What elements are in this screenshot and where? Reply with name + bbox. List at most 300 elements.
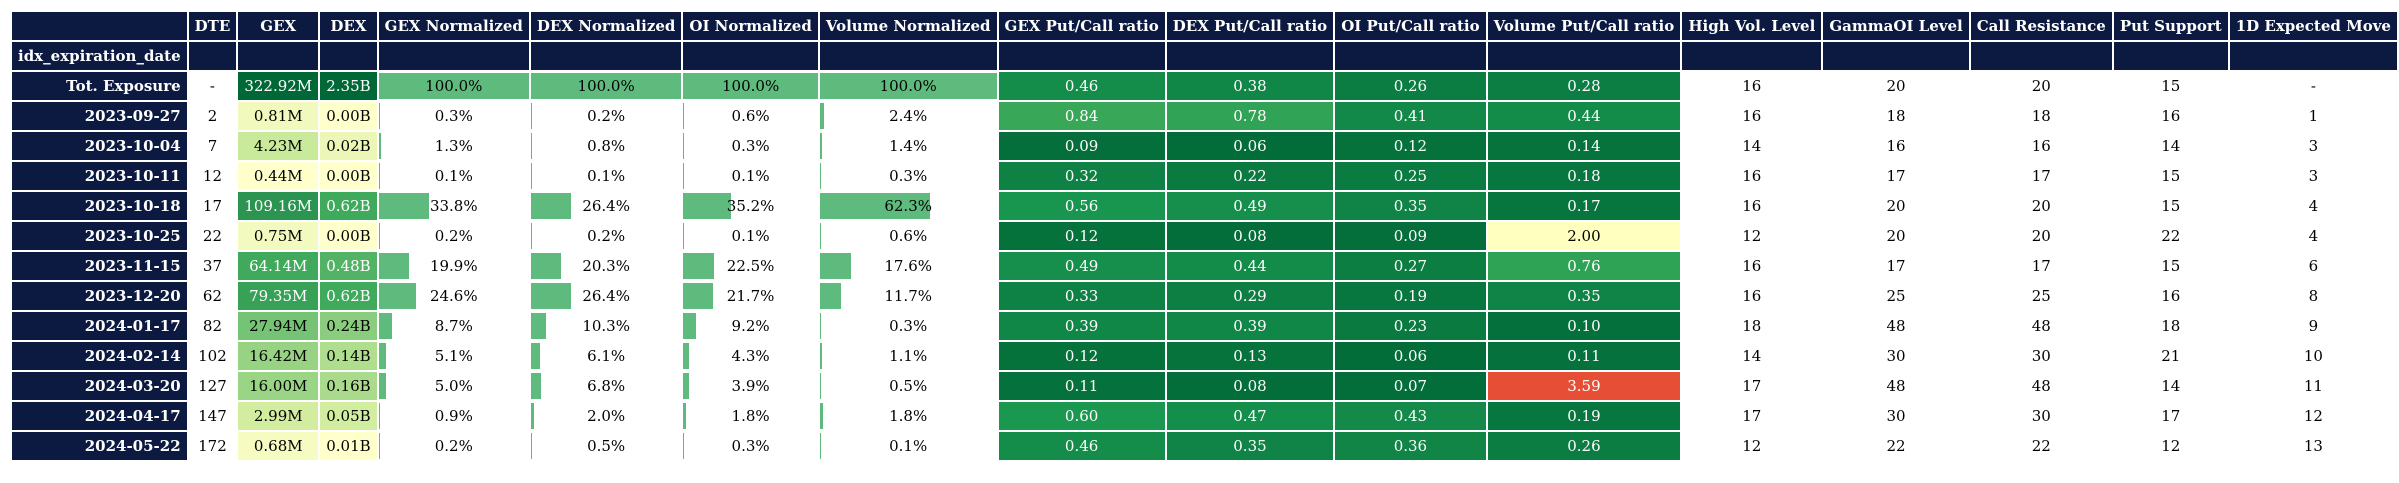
high-vol-cell: 14	[1682, 342, 1821, 370]
index-row-blank	[683, 42, 817, 70]
normalized-bar	[379, 193, 430, 219]
dte-cell: 147	[189, 402, 237, 430]
gamma-oi-cell: 17	[1823, 252, 1968, 280]
gamma-oi-cell: 25	[1823, 282, 1968, 310]
row-index-label: 2024-03-20	[12, 372, 187, 400]
index-name-row	[12, 42, 2397, 70]
normalized-value: 19.9%	[429, 257, 478, 275]
put-sup-cell: 16	[2114, 102, 2228, 130]
exp-move-cell: 4	[2230, 222, 2397, 250]
vol-pc-cell: 0.11	[1488, 342, 1681, 370]
exp-move-cell: 1	[2230, 102, 2397, 130]
dex-pc-cell: 0.44	[1167, 252, 1333, 280]
dex-pc-cell: 0.39	[1167, 312, 1333, 340]
gex-pc-cell: 0.46	[999, 432, 1165, 460]
gex-norm-cell	[379, 162, 529, 190]
gex-pc-cell: 0.84	[999, 102, 1165, 130]
oi-pc-cell: 0.36	[1335, 432, 1485, 460]
normalized-bar	[820, 103, 824, 129]
normalized-bar	[379, 283, 416, 309]
put-sup-cell: 15	[2114, 192, 2228, 220]
index-row-blank	[531, 42, 681, 70]
normalized-value: 0.1%	[889, 437, 928, 455]
gex-norm-cell	[379, 72, 529, 100]
dex-norm-cell	[531, 402, 681, 430]
normalized-value: 0.5%	[587, 437, 626, 455]
normalized-value: 0.6%	[731, 107, 770, 125]
normalized-bar	[379, 313, 392, 339]
normalized-bar	[683, 403, 685, 429]
dte-cell: 7	[189, 132, 237, 160]
normalized-value: 0.5%	[889, 377, 928, 395]
vol-pc-cell: 2.00	[1488, 222, 1681, 250]
index-row-blank	[238, 42, 318, 70]
oi-pc-cell: 0.25	[1335, 162, 1485, 190]
oi-pc-cell: 0.19	[1335, 282, 1485, 310]
high-vol-cell: 14	[1682, 132, 1821, 160]
normalized-bar	[531, 373, 541, 399]
call-res-cell: 22	[1971, 432, 2112, 460]
gex-norm-cell	[379, 342, 529, 370]
vol-norm-cell	[820, 132, 997, 160]
normalized-bar	[379, 343, 387, 369]
vol-norm-cell	[820, 402, 997, 430]
normalized-value: 2.4%	[889, 107, 928, 125]
oi-pc-cell: 0.41	[1335, 102, 1485, 130]
dex-pc-cell: 0.13	[1167, 342, 1333, 370]
gex-cell: 322.92M	[238, 72, 318, 100]
normalized-value: 62.3%	[884, 197, 932, 215]
table-row	[12, 372, 2397, 400]
normalized-value: 0.1%	[587, 167, 626, 185]
normalized-value: 0.3%	[731, 437, 770, 455]
gex-pc-cell: 0.49	[999, 252, 1165, 280]
normalized-bar	[683, 193, 730, 219]
normalized-bar	[531, 133, 532, 159]
put-sup-cell: 16	[2114, 282, 2228, 310]
row-index-label: 2024-02-14	[12, 342, 187, 370]
oi-pc-cell: 0.26	[1335, 72, 1485, 100]
table-row	[12, 402, 2397, 430]
exp-move-cell: 4	[2230, 192, 2397, 220]
gex-norm-cell	[379, 252, 529, 280]
col-header-oi-pc[interactable]: OI Put/Call ratio	[1335, 12, 1485, 40]
exp-move-cell: 12	[2230, 402, 2397, 430]
high-vol-cell: 17	[1682, 402, 1821, 430]
normalized-value: 8.7%	[434, 317, 473, 335]
col-header-gex-pc[interactable]: GEX Put/Call ratio	[999, 12, 1165, 40]
normalized-value: 20.3%	[582, 257, 630, 275]
oi-pc-cell: 0.07	[1335, 372, 1485, 400]
gex-pc-cell: 0.12	[999, 222, 1165, 250]
dex-cell: 0.00B	[320, 102, 376, 130]
gex-cell: 16.00M	[238, 372, 318, 400]
normalized-value: 6.1%	[587, 347, 626, 365]
gex-pc-cell: 0.33	[999, 282, 1165, 310]
dte-cell: 172	[189, 432, 237, 460]
gex-cell: 79.35M	[238, 282, 318, 310]
dex-pc-cell: 0.35	[1167, 432, 1333, 460]
vol-pc-cell: 0.76	[1488, 252, 1681, 280]
normalized-bar	[531, 253, 562, 279]
normalized-value: 0.2%	[434, 227, 473, 245]
normalized-value: 0.2%	[587, 227, 626, 245]
gamma-oi-cell: 30	[1823, 342, 1968, 370]
normalized-bar	[379, 403, 380, 429]
index-row-blank	[320, 42, 376, 70]
index-row-blank	[2114, 42, 2228, 70]
normalized-value: 22.5%	[726, 257, 775, 275]
exp-move-cell: 3	[2230, 162, 2397, 190]
vol-norm-cell	[820, 72, 997, 100]
normalized-bar	[820, 373, 821, 399]
normalized-bar	[379, 253, 409, 279]
dex-norm-cell	[531, 252, 681, 280]
dex-norm-cell	[531, 102, 681, 130]
exp-move-cell: 10	[2230, 342, 2397, 370]
dex-pc-cell: 0.49	[1167, 192, 1333, 220]
normalized-value: 0.3%	[731, 137, 770, 155]
call-res-cell: 48	[1971, 312, 2112, 340]
gamma-oi-cell: 18	[1823, 102, 1968, 130]
put-sup-cell: 17	[2114, 402, 2228, 430]
oi-norm-cell	[683, 282, 817, 310]
normalized-bar	[820, 283, 841, 309]
gamma-oi-cell: 17	[1823, 162, 1968, 190]
gex-pc-cell: 0.56	[999, 192, 1165, 220]
index-row-blank	[1682, 42, 1821, 70]
col-header-high-vol[interactable]: High Vol. Level	[1682, 12, 1821, 40]
dex-norm-cell	[531, 432, 681, 460]
normalized-value: 100.0%	[577, 77, 635, 95]
gex-cell: 27.94M	[238, 312, 318, 340]
gex-norm-cell	[379, 222, 529, 250]
table-row	[12, 432, 2397, 460]
col-header-dex-pc[interactable]: DEX Put/Call ratio	[1167, 12, 1333, 40]
normalized-bar	[531, 403, 534, 429]
gex-cell: 0.81M	[238, 102, 318, 130]
put-sup-cell: 15	[2114, 72, 2228, 100]
index-row-blank	[999, 42, 1165, 70]
vol-norm-cell	[820, 372, 997, 400]
normalized-bar	[683, 343, 689, 369]
total-row	[12, 72, 2397, 100]
gamma-oi-cell: 20	[1823, 222, 1968, 250]
dex-norm-cell	[531, 312, 681, 340]
col-header-exp-move[interactable]: 1D Expected Move	[2230, 12, 2397, 40]
call-res-cell: 17	[1971, 252, 2112, 280]
gex-pc-cell: 0.11	[999, 372, 1165, 400]
row-index-label: 2023-09-27	[12, 102, 187, 130]
gex-cell: 0.68M	[238, 432, 318, 460]
oi-pc-cell: 0.06	[1335, 342, 1485, 370]
normalized-bar	[820, 253, 851, 279]
normalized-bar	[531, 193, 571, 219]
gex-cell: 2.99M	[238, 402, 318, 430]
gex-norm-cell	[379, 102, 529, 130]
normalized-value: 26.4%	[582, 287, 630, 305]
oi-pc-cell: 0.43	[1335, 402, 1485, 430]
oi-pc-cell: 0.27	[1335, 252, 1485, 280]
normalized-bar	[820, 133, 822, 159]
oi-norm-cell	[683, 372, 817, 400]
col-header-put-sup[interactable]: Put Support	[2114, 12, 2228, 40]
col-header-oi-norm[interactable]: OI Normalized	[683, 12, 817, 40]
corner-cell	[12, 12, 187, 40]
oi-norm-cell	[683, 192, 817, 220]
exp-move-cell: -	[2230, 72, 2397, 100]
normalized-bar	[683, 253, 713, 279]
vol-norm-cell	[820, 192, 997, 220]
exp-move-cell: 13	[2230, 432, 2397, 460]
vol-pc-cell: 0.44	[1488, 102, 1681, 130]
normalized-bar	[820, 343, 822, 369]
normalized-bar	[379, 133, 381, 159]
dte-cell: 37	[189, 252, 237, 280]
normalized-value: 1.3%	[434, 137, 473, 155]
options-exposure-table	[10, 10, 2399, 462]
col-header-gamma-oi[interactable]: GammaOI Level	[1823, 12, 1968, 40]
dex-cell: 0.62B	[320, 282, 376, 310]
normalized-value: 100.0%	[722, 77, 780, 95]
table-row	[12, 222, 2397, 250]
gex-norm-cell	[379, 432, 529, 460]
row-index-label: 2023-11-15	[12, 252, 187, 280]
vol-pc-cell: 0.14	[1488, 132, 1681, 160]
gex-norm-cell	[379, 402, 529, 430]
dex-cell: 0.62B	[320, 192, 376, 220]
normalized-value: 0.2%	[587, 107, 626, 125]
normalized-value: 1.8%	[731, 407, 770, 425]
exp-move-cell: 3	[2230, 132, 2397, 160]
gex-norm-cell	[379, 282, 529, 310]
dex-norm-cell	[531, 342, 681, 370]
high-vol-cell: 17	[1682, 372, 1821, 400]
dex-norm-cell	[531, 72, 681, 100]
normalized-value: 0.1%	[434, 167, 473, 185]
normalized-value: 24.6%	[429, 287, 478, 305]
index-row-blank	[379, 42, 529, 70]
index-name-label: idx_expiration_date	[12, 42, 187, 70]
oi-norm-cell	[683, 162, 817, 190]
dex-cell: 2.35B	[320, 72, 376, 100]
dte-cell: 102	[189, 342, 237, 370]
vol-norm-cell	[820, 162, 997, 190]
index-row-blank	[1971, 42, 2112, 70]
col-header-dex[interactable]: DEX	[320, 12, 376, 40]
col-header-call-res[interactable]: Call Resistance	[1971, 12, 2112, 40]
gex-pc-cell: 0.46	[999, 72, 1165, 100]
col-header-dex-norm[interactable]: DEX Normalized	[531, 12, 681, 40]
put-sup-cell: 14	[2114, 372, 2228, 400]
normalized-value: 33.8%	[429, 197, 478, 215]
vol-norm-cell	[820, 432, 997, 460]
row-index-label: 2023-12-20	[12, 282, 187, 310]
normalized-value: 0.2%	[434, 437, 473, 455]
dex-norm-cell	[531, 132, 681, 160]
dex-pc-cell: 0.06	[1167, 132, 1333, 160]
exp-move-cell: 6	[2230, 252, 2397, 280]
dex-cell: 0.16B	[320, 372, 376, 400]
col-header-vol-norm[interactable]: Volume Normalized	[820, 12, 997, 40]
normalized-value: 1.4%	[889, 137, 928, 155]
put-sup-cell: 22	[2114, 222, 2228, 250]
call-res-cell: 20	[1971, 192, 2112, 220]
exp-move-cell: 11	[2230, 372, 2397, 400]
call-res-cell: 48	[1971, 372, 2112, 400]
dte-cell: 82	[189, 312, 237, 340]
dex-cell: 0.02B	[320, 132, 376, 160]
normalized-bar	[379, 373, 387, 399]
oi-norm-cell	[683, 102, 817, 130]
call-res-cell: 30	[1971, 402, 2112, 430]
dte-cell: 127	[189, 372, 237, 400]
vol-norm-cell	[820, 102, 997, 130]
row-index-label: 2023-10-25	[12, 222, 187, 250]
put-sup-cell: 14	[2114, 132, 2228, 160]
dex-norm-cell	[531, 282, 681, 310]
normalized-value: 26.4%	[582, 197, 630, 215]
dex-pc-cell: 0.29	[1167, 282, 1333, 310]
high-vol-cell: 18	[1682, 312, 1821, 340]
vol-pc-cell: 0.26	[1488, 432, 1681, 460]
index-row-blank	[1823, 42, 1968, 70]
normalized-bar	[683, 313, 695, 339]
row-index-label: 2023-10-18	[12, 192, 187, 220]
index-row-blank	[1335, 42, 1485, 70]
vol-norm-cell	[820, 222, 997, 250]
index-row-blank	[189, 42, 237, 70]
normalized-value: 10.3%	[582, 317, 630, 335]
table-row	[12, 102, 2397, 130]
normalized-value: 0.9%	[434, 407, 473, 425]
dex-norm-cell	[531, 162, 681, 190]
high-vol-cell: 16	[1682, 102, 1821, 130]
normalized-value: 0.6%	[889, 227, 928, 245]
normalized-value: 4.3%	[731, 347, 770, 365]
vol-pc-cell: 3.59	[1488, 372, 1681, 400]
dte-cell: 17	[189, 192, 237, 220]
row-index-label: 2024-05-22	[12, 432, 187, 460]
table-row	[12, 132, 2397, 160]
dex-cell: 0.00B	[320, 222, 376, 250]
table-row	[12, 192, 2397, 220]
high-vol-cell: 16	[1682, 252, 1821, 280]
oi-norm-cell	[683, 222, 817, 250]
gex-pc-cell: 0.32	[999, 162, 1165, 190]
normalized-bar	[683, 103, 684, 129]
row-index-label: 2023-10-04	[12, 132, 187, 160]
vol-norm-cell	[820, 282, 997, 310]
dex-cell: 0.24B	[320, 312, 376, 340]
normalized-value: 1.1%	[889, 347, 928, 365]
normalized-value: 0.1%	[731, 167, 770, 185]
dex-norm-cell	[531, 192, 681, 220]
normalized-bar	[820, 403, 823, 429]
gex-norm-cell	[379, 312, 529, 340]
gamma-oi-cell: 22	[1823, 432, 1968, 460]
put-sup-cell: 21	[2114, 342, 2228, 370]
oi-norm-cell	[683, 432, 817, 460]
dex-pc-cell: 0.38	[1167, 72, 1333, 100]
gex-cell: 0.75M	[238, 222, 318, 250]
row-index-label: 2024-01-17	[12, 312, 187, 340]
exp-move-cell: 8	[2230, 282, 2397, 310]
oi-norm-cell	[683, 402, 817, 430]
col-header-gex[interactable]: GEX	[238, 12, 318, 40]
dex-norm-cell	[531, 222, 681, 250]
gex-pc-cell: 0.60	[999, 402, 1165, 430]
column-header-row	[12, 12, 2397, 40]
col-header-vol-pc[interactable]: Volume Put/Call ratio	[1488, 12, 1681, 40]
vol-pc-cell: 0.28	[1488, 72, 1681, 100]
vol-pc-cell: 0.35	[1488, 282, 1681, 310]
gex-cell: 0.44M	[238, 162, 318, 190]
normalized-value: 35.2%	[726, 197, 775, 215]
normalized-bar	[683, 373, 688, 399]
gex-norm-cell	[379, 132, 529, 160]
normalized-value: 3.9%	[731, 377, 770, 395]
col-header-gex-norm[interactable]: GEX Normalized	[379, 12, 529, 40]
table-row	[12, 282, 2397, 310]
dte-cell: -	[189, 72, 237, 100]
put-sup-cell: 12	[2114, 432, 2228, 460]
normalized-value: 9.2%	[731, 317, 770, 335]
index-row-blank	[2230, 42, 2397, 70]
dte-cell: 2	[189, 102, 237, 130]
dte-cell: 12	[189, 162, 237, 190]
normalized-bar	[531, 343, 540, 369]
exp-move-cell: 9	[2230, 312, 2397, 340]
dex-norm-cell	[531, 372, 681, 400]
oi-pc-cell: 0.23	[1335, 312, 1485, 340]
gamma-oi-cell: 16	[1823, 132, 1968, 160]
oi-norm-cell	[683, 252, 817, 280]
oi-norm-cell	[683, 312, 817, 340]
gex-pc-cell: 0.12	[999, 342, 1165, 370]
normalized-value: 11.7%	[884, 287, 932, 305]
col-header-dte[interactable]: DTE	[189, 12, 237, 40]
dex-pc-cell: 0.78	[1167, 102, 1333, 130]
dex-pc-cell: 0.08	[1167, 222, 1333, 250]
gamma-oi-cell: 20	[1823, 72, 1968, 100]
dex-cell: 0.48B	[320, 252, 376, 280]
options-exposure-table-container	[10, 10, 2399, 462]
high-vol-cell: 16	[1682, 162, 1821, 190]
gamma-oi-cell: 20	[1823, 192, 1968, 220]
normalized-value: 2.0%	[587, 407, 626, 425]
table-row	[12, 162, 2397, 190]
vol-pc-cell: 0.18	[1488, 162, 1681, 190]
gex-pc-cell: 0.39	[999, 312, 1165, 340]
dex-pc-cell: 0.22	[1167, 162, 1333, 190]
oi-pc-cell: 0.35	[1335, 192, 1485, 220]
normalized-bar	[683, 283, 712, 309]
row-index-label: 2024-04-17	[12, 402, 187, 430]
table-row	[12, 342, 2397, 370]
normalized-value: 5.1%	[434, 347, 473, 365]
dex-pc-cell: 0.47	[1167, 402, 1333, 430]
gex-cell: 16.42M	[238, 342, 318, 370]
vol-norm-cell	[820, 342, 997, 370]
dex-cell: 0.14B	[320, 342, 376, 370]
dex-cell: 0.01B	[320, 432, 376, 460]
high-vol-cell: 16	[1682, 192, 1821, 220]
put-sup-cell: 15	[2114, 252, 2228, 280]
gex-cell: 109.16M	[238, 192, 318, 220]
normalized-value: 100.0%	[425, 77, 483, 95]
call-res-cell: 20	[1971, 222, 2112, 250]
